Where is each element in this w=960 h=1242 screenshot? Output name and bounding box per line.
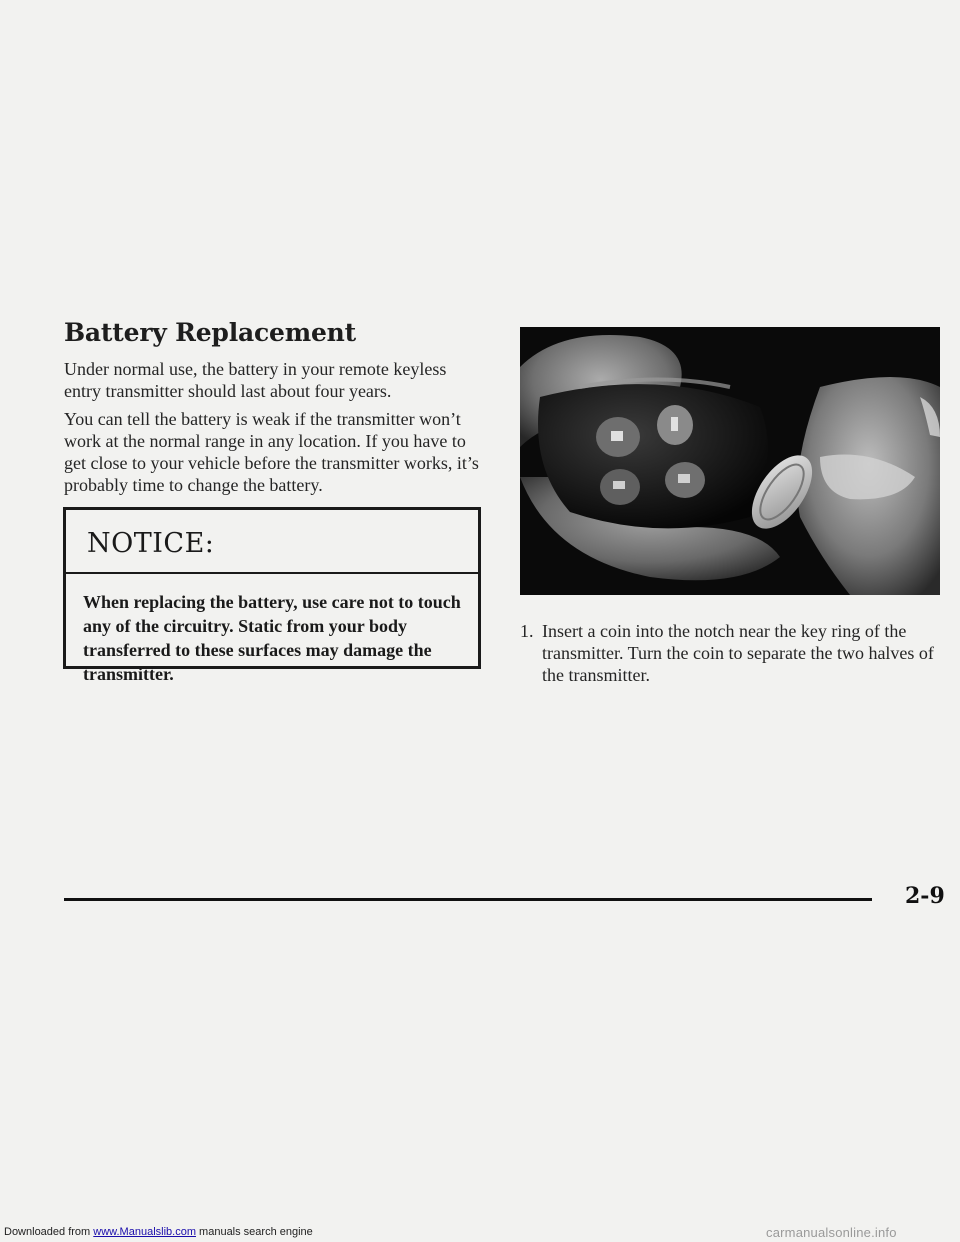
weak-battery-paragraph: You can tell the battery is weak if the transmitter won’t work at the normal range in any location. If you have to get close to your vehicle before the transmitter works, it’s probably time to change the battery.	[64, 409, 479, 495]
notice-body: When replacing the battery, use care not to touch any of the circuitry. Static from your body transferred to these surfaces may damage the transmitter.	[83, 592, 461, 684]
footer-rule	[64, 898, 872, 901]
download-prefix: Downloaded from	[4, 1226, 91, 1238]
notice-divider	[66, 572, 478, 574]
notice-box	[63, 507, 481, 684]
site-watermark: carmanualsonline.info	[766, 1225, 897, 1240]
page-number: 2-9	[905, 883, 945, 909]
step-number: 1.	[520, 621, 534, 641]
intro-paragraph: Under normal use, the battery in your remote keyless entry transmitter should last about four years.	[64, 359, 447, 401]
manualslib-link[interactable]: www.Manualslib.com	[93, 1226, 196, 1238]
transmitter-coin-photo	[520, 327, 940, 595]
download-credit	[4, 1226, 313, 1238]
step-text: Insert a coin into the notch near the key ring of the transmitter. Turn the coin to separate the two halves of the transmitter.	[542, 621, 934, 685]
section-heading: Battery Replacement	[64, 318, 357, 347]
transmitter-photo-illustration	[520, 327, 940, 595]
download-suffix: manuals search engine	[199, 1226, 313, 1238]
notice-title: NOTICE:	[87, 528, 215, 559]
